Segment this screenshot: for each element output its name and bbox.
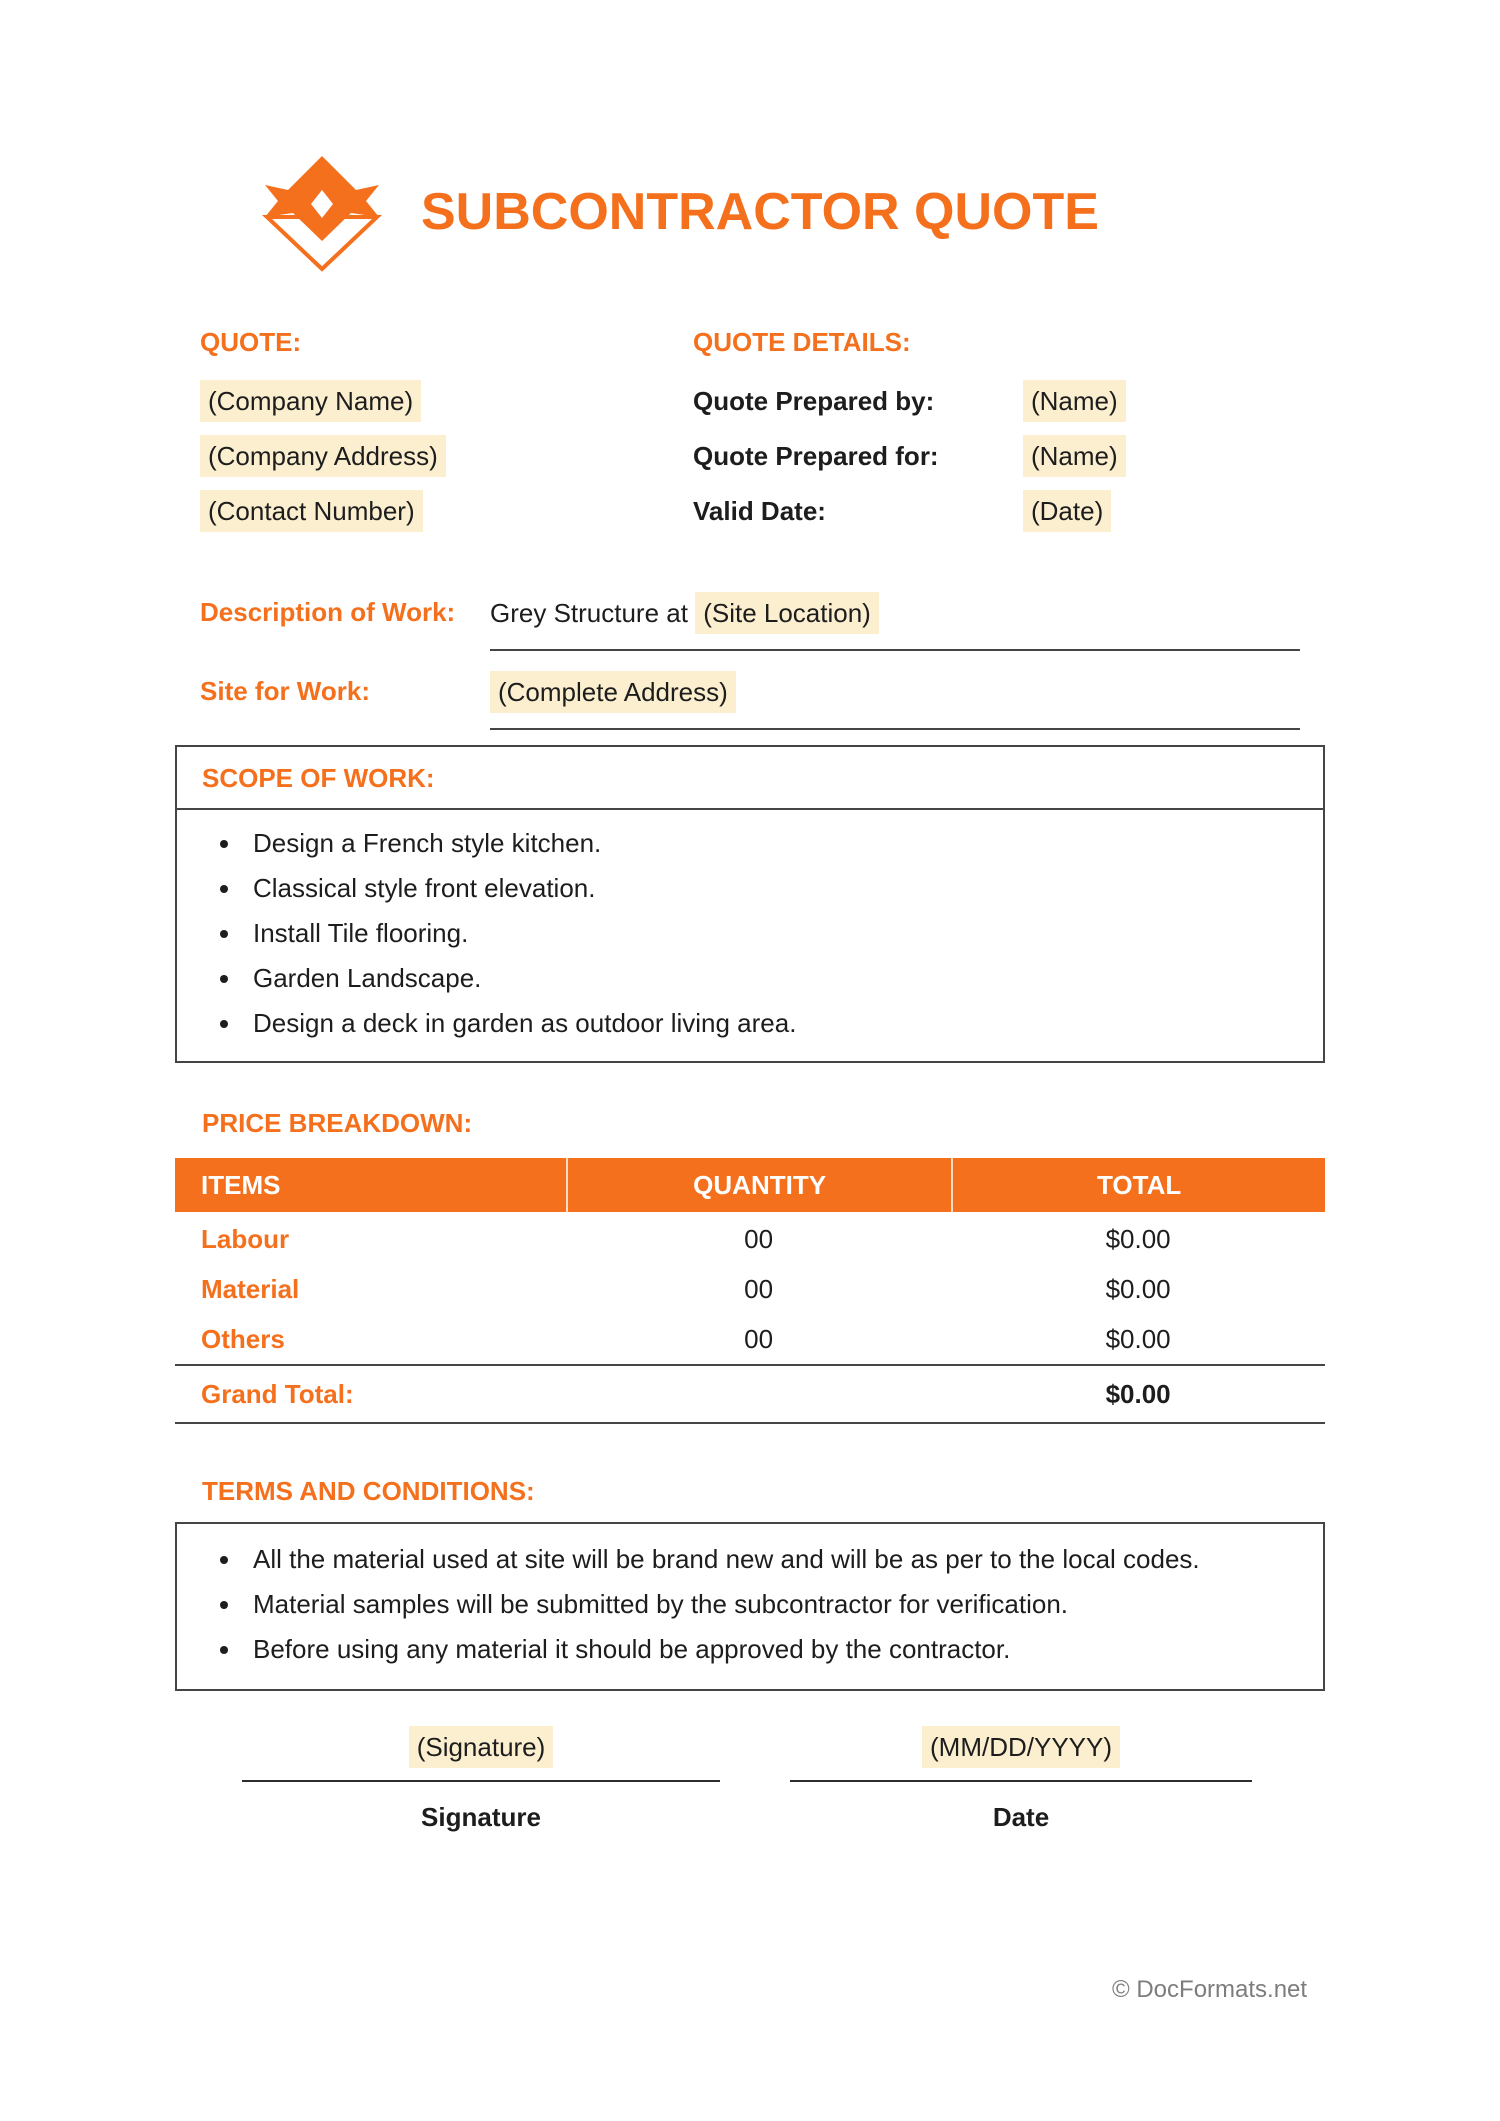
work-description-section [200,592,1300,730]
scope-of-work-heading: SCOPE OF WORK: [177,747,1323,810]
quote-details-rows [693,380,1340,532]
company-name-row [200,380,693,422]
total-cell: $0.00 [1105,1223,1171,1254]
quantity-cell: 00 [744,1273,774,1304]
valid-date-row [693,490,1340,532]
scope-item: • Classical style front elevation. [243,873,1323,904]
price-table-body [175,1212,1325,1364]
terms-item: • Material samples will be submitted by the subcontractor for verification. [243,1589,1323,1620]
scope-item: • Design a deck in garden as outdoor living area. [243,1008,1323,1039]
date-column [790,1726,1252,1833]
quote-prepared-for-field[interactable]: (Name) [1023,435,1126,477]
quote-prepared-by-label: Quote Prepared by: [693,385,935,416]
signature-column [242,1726,720,1833]
site-for-work-value [490,671,1300,730]
grand-total-value: $0.00 [1105,1378,1171,1409]
scope-item: • Garden Landscape. [243,963,1323,994]
scope-of-work-box [175,745,1325,1063]
terms-item: • All the material used at site will be brand new and will be as per to the local codes. [243,1544,1323,1575]
valid-date-label: Valid Date: [693,495,826,526]
description-of-work-label: Description of Work: [200,597,456,627]
date-label: Date [992,1802,1050,1832]
item-cell: Others [201,1323,285,1354]
description-prefix-text: Grey Structure at [490,598,696,628]
contact-number-field[interactable]: (Contact Number) [200,490,423,532]
column-header-quantity: QUANTITY [566,1158,951,1212]
quote-prepared-for-label: Quote Prepared for: [693,440,939,471]
valid-date-field[interactable]: (Date) [1023,490,1111,532]
scope-of-work-list [177,828,1323,1039]
terms-item: • Before using any material it should be approved by the contractor. [243,1634,1323,1665]
site-for-work-label: Site for Work: [200,676,370,706]
scope-item: • Design a French style kitchen. [243,828,1323,859]
quote-prepared-for-row [693,435,1340,477]
quote-details-heading: QUOTE DETAILS: [693,327,911,357]
table-row-material [175,1264,1325,1314]
total-cell: $0.00 [1105,1323,1171,1354]
quote-prepared-by-field[interactable]: (Name) [1023,380,1126,422]
scope-item: • Install Tile flooring. [243,918,1323,949]
company-address-field[interactable]: (Company Address) [200,435,446,477]
total-cell: $0.00 [1105,1273,1171,1304]
description-of-work-value [490,592,1300,651]
item-cell: Labour [201,1223,290,1254]
footer-credit: © DocFormats.net [1112,1976,1308,2003]
column-header-items: ITEMS [201,1169,281,1200]
table-row-labour [175,1214,1325,1264]
quote-heading: QUOTE: [200,327,302,357]
quote-fields [200,380,693,532]
date-line [790,1780,1252,1782]
signature-label: Signature [421,1802,541,1832]
date-placeholder-row [790,1726,1252,1768]
date-field[interactable]: (MM/DD/YYYY) [922,1726,1120,1768]
item-cell: Material [201,1273,300,1304]
quote-section [200,326,693,545]
contact-number-row [200,490,693,532]
description-of-work-row [200,592,1300,651]
column-header-total: TOTAL [951,1158,1325,1212]
quantity-cell: 00 [744,1223,774,1254]
document-header [253,152,1099,272]
terms-and-conditions-heading: TERMS AND CONDITIONS: [202,1476,535,1506]
table-row-others [175,1314,1325,1364]
site-location-field[interactable]: (Site Location) [695,592,879,634]
site-for-work-row [200,671,1300,730]
grand-total-row [175,1364,1325,1424]
price-breakdown-heading: PRICE BREAKDOWN: [202,1108,473,1138]
signature-placeholder-row [242,1726,720,1768]
signature-section [0,1726,1500,1833]
diamond-crown-logo-icon [253,152,391,272]
grand-total-label: Grand Total: [201,1378,354,1409]
company-address-row [200,435,693,477]
price-table-header-row [175,1158,1325,1212]
terms-list [177,1544,1323,1665]
signature-field[interactable]: (Signature) [409,1726,554,1768]
complete-address-field[interactable]: (Complete Address) [490,671,736,713]
price-breakdown-table [175,1158,1325,1424]
quote-info-section [200,326,1340,545]
quantity-cell: 00 [744,1323,774,1354]
terms-and-conditions-box [175,1522,1325,1691]
page-title: SUBCONTRACTOR QUOTE [421,183,1099,241]
company-name-field[interactable]: (Company Name) [200,380,421,422]
quote-prepared-by-row [693,380,1340,422]
quote-details-section [693,326,1340,545]
signature-line [242,1780,720,1782]
